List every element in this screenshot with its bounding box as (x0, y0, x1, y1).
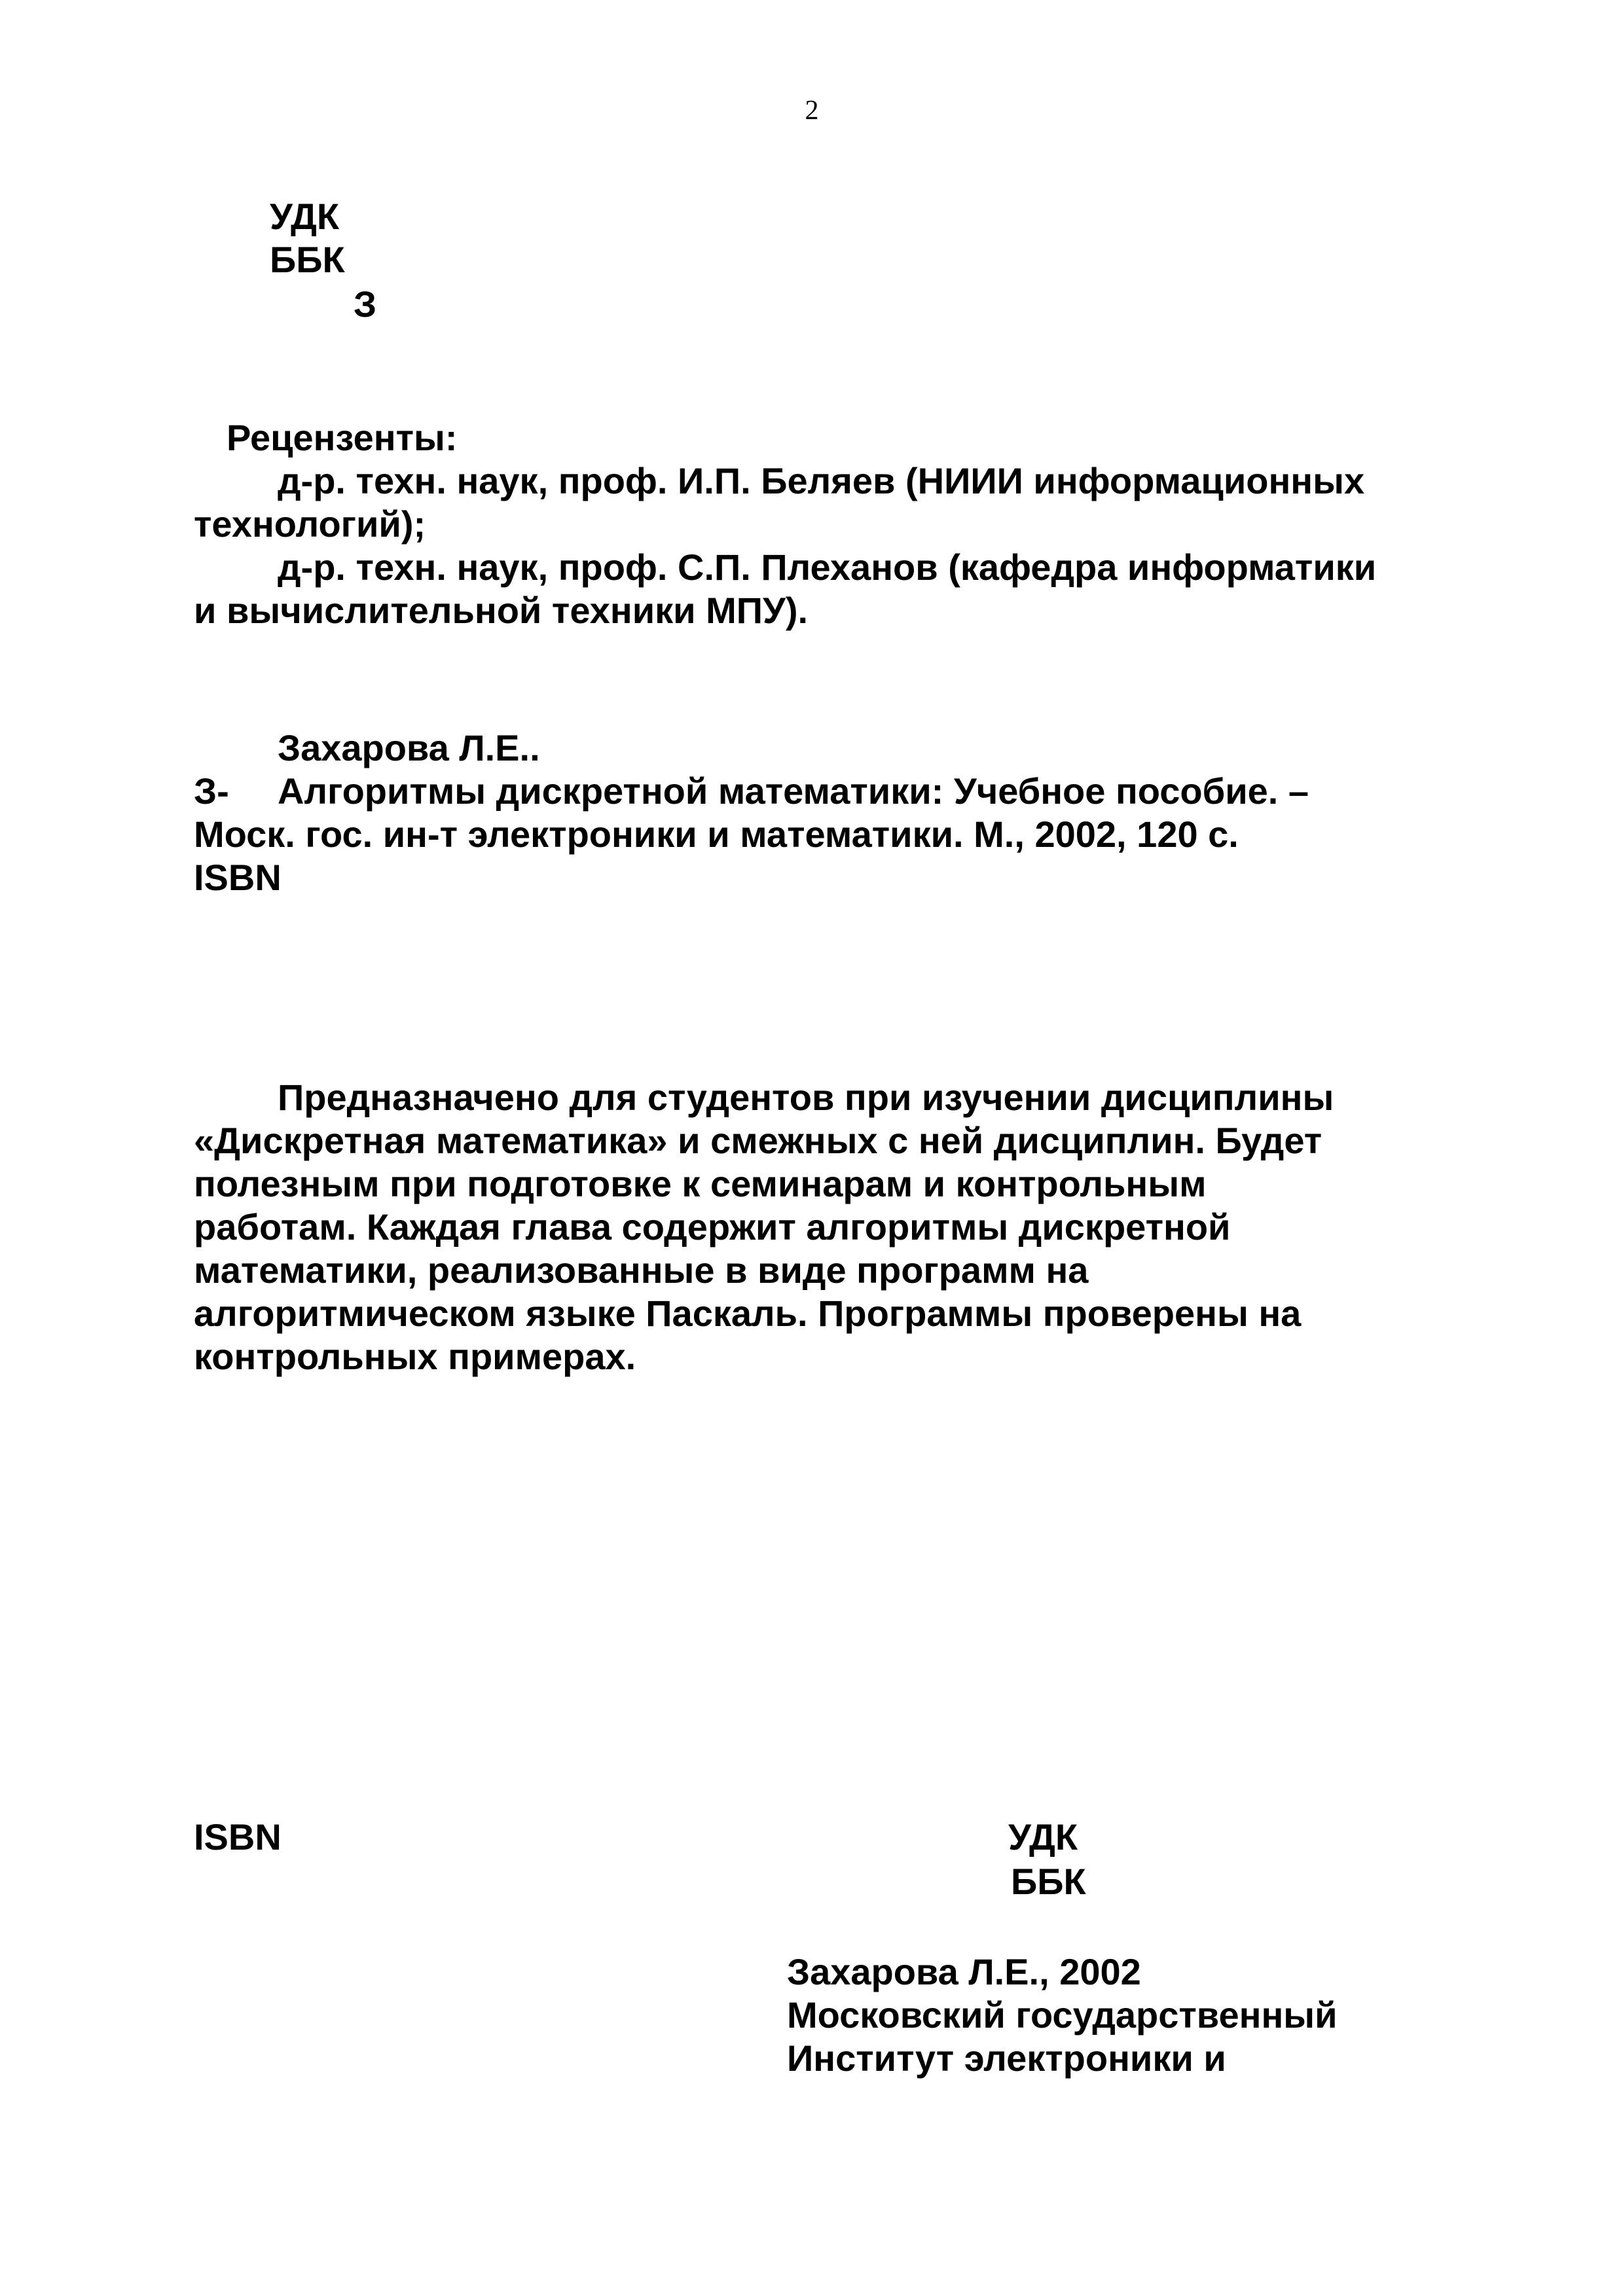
bib-author: Захарова Л.Е.. (278, 727, 540, 768)
copyright-line-3: Институт электроники и (787, 2037, 1226, 2079)
bbk-label-bottom: ББК (1011, 1861, 1086, 1902)
annotation-line: алгоритмическом языке Паскаль. Программы проверены на (194, 1293, 1302, 1334)
author-mark: З (354, 283, 377, 325)
annotation-line: «Дискретная математика» и смежных с ней дисциплин. Будет (194, 1120, 1322, 1161)
bib-publisher-line: Моск. гос. ин-т электроники и математики. М., 2002, 120 с. (194, 814, 1239, 855)
reviewer-2-line-1: д-р. техн. наук, проф. С.П. Плеханов (кафедра информатики (278, 547, 1377, 588)
annotation-line: полезным при подготовке к семинарам и контрольным (194, 1163, 1207, 1204)
bib-title-line (194, 770, 1309, 813)
bib-index-prefix: З- (194, 770, 229, 812)
annotation-line: математики, реализованные в виде программ на (194, 1249, 1089, 1291)
reviewer-1-line-2: технологий); (194, 503, 426, 545)
page-number: 2 (805, 96, 819, 126)
copyright-line-2: Московский государственный (787, 1994, 1338, 2036)
udk-label-bottom: УДК (1008, 1816, 1078, 1857)
annotation-line: работам. Каждая глава содержит алгоритмы дискретной (194, 1206, 1231, 1247)
bbk-label-top: ББК (270, 239, 345, 280)
annotation-paragraph (194, 1076, 1438, 1378)
bib-isbn: ISBN (194, 857, 282, 898)
reviewer-1-line-1: д-р. техн. наук, проф. И.П. Беляев (НИИИ информационных (278, 460, 1365, 501)
udk-label-top: УДК (270, 196, 340, 237)
isbn-bottom: ISBN (194, 1816, 282, 1857)
annotation-line: контрольных примерах. (194, 1336, 636, 1377)
reviewer-2-line-2: и вычислительной техники МПУ). (194, 590, 809, 631)
reviewers-heading: Рецензенты: (227, 417, 458, 458)
bib-title: Алгоритмы дискретной математики: Учебное пособие. – (278, 770, 1309, 812)
annotation-line: Предназначено для студентов при изучении дисциплины (278, 1077, 1334, 1118)
copyright-line-1: Захарова Л.Е., 2002 (787, 1951, 1141, 1992)
